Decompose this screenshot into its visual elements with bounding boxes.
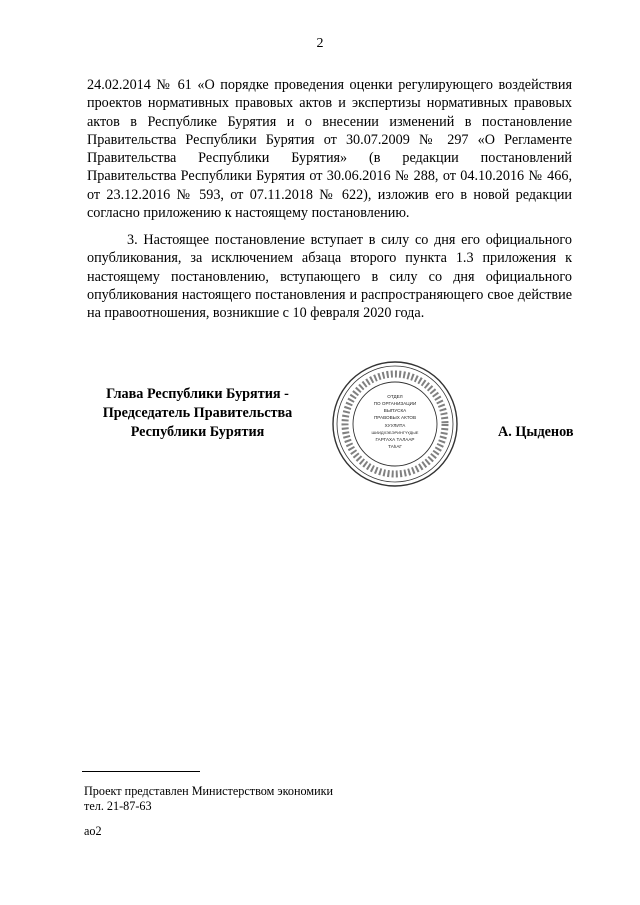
body-paragraph-2: 3. Настоящее постановление вступает в силу со дня его официального опубликования, за исключением абзаца второго пункта 1.3 приложения к настоящему постановлению, вступающего в силу со дня официального опубликования настоящего постановления и распространяющего свое действие на правоотношения, возникшие с 10 февраля 2020 года. bbox=[87, 232, 572, 322]
body-paragraph-1: 24.02.2014 № 61 «О порядке проведения оценки регулирующего воздействия проектов нормативных правовых актов и экспертизы нормативных правовых актов в Республике Бурятия и о внесении изменений в постановление Правительства Республики Бурятия от 30.07.2009 № 297 «О Регламенте Правительства Республики Бурятия» (в редакции постановлений Правительства Республики Бурятия от 30.06.2016 № 288, от 04.10.2016 № 466, от 23.12.2016 № 593, от 07.11.2018 № 622), изложив его в новой редакции согласно приложению к настоящему постановлению. bbox=[87, 77, 572, 222]
seal-text-line: ПРАВОВЫХ АКТОВ bbox=[373, 415, 417, 420]
signatory-position bbox=[60, 385, 335, 442]
footnote-author: Проект представлен Министерством экономики bbox=[84, 784, 334, 798]
page-number: 2 bbox=[316, 36, 324, 51]
seal-text-line: ПО ОРГАНИЗАЦИИ bbox=[373, 401, 417, 406]
footnote-phone: тел. 21-87-63 bbox=[84, 799, 152, 813]
signatory-position-line: Председатель Правительства bbox=[102, 405, 293, 421]
footnote-divider bbox=[82, 771, 200, 772]
seal-text-line: ШИИДХЭБЭРИНГҮҮДЫЕ bbox=[371, 430, 419, 435]
signatory-position-line: Республики Бурятия bbox=[130, 424, 265, 440]
signatory-name: А. Цыденов bbox=[498, 424, 574, 440]
seal-text-line: ВЫПУСКА bbox=[383, 408, 407, 413]
seal-text-line: ТАһАГ bbox=[388, 444, 402, 449]
official-seal-icon bbox=[330, 359, 460, 489]
seal-text-line: ГАРГАХА ТАЛААР bbox=[375, 437, 415, 442]
seal-text-line: ОТДЕЛ bbox=[387, 394, 403, 399]
document-code: ао2 bbox=[84, 824, 102, 838]
signatory-position-line: Глава Республики Бурятия - bbox=[106, 386, 289, 402]
seal-text-line: ХУУЛИТА bbox=[384, 423, 406, 428]
